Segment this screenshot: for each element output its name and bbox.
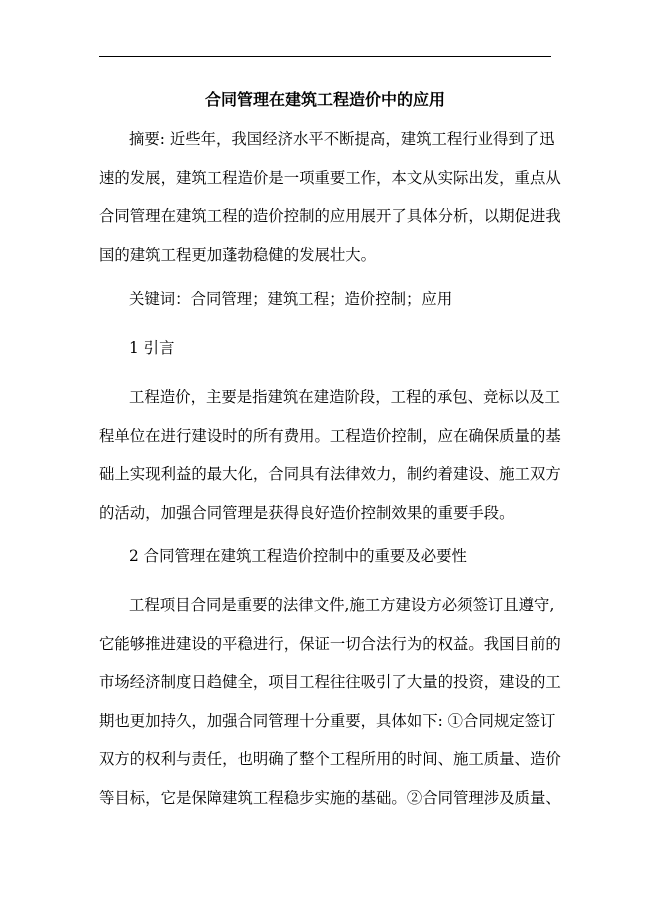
section-1-line: 工程造价，主要是指建筑在建造阶段，工程的承包、竞标以及工 xyxy=(129,388,560,406)
header-rule xyxy=(99,56,551,57)
section-2-line: 工程项目合同是重要的法律文件,施工方建设方必须签订且遵守, xyxy=(129,596,555,614)
section-heading: 2 合同管理在建筑工程造价控制中的重要及必要性 xyxy=(129,547,467,565)
section-heading: 1 引言 xyxy=(129,339,175,357)
section-2-line: 市场经济制度日趋健全，项目工程往往吸引了大量的投资，建设的工 xyxy=(99,673,561,692)
section-1-line: 的活动，加强合同管理是获得良好造价控制效果的重要手段。 xyxy=(99,503,515,522)
section-1-heading xyxy=(99,329,551,368)
keywords-paragraph xyxy=(99,280,551,319)
section-2-line: 它能够推进建设的平稳进行，保证一切合法行为的权益。我国目前的 xyxy=(99,634,561,653)
abstract-paragraph xyxy=(99,120,561,274)
section-1-line: 程单位在进行建设时的所有费用。工程造价控制，应在确保质量的基 xyxy=(99,426,561,445)
abstract-line: 速的发展，建筑工程造价是一项重要工作，本文从实际出发，重点从 xyxy=(99,168,561,187)
section-1-paragraph xyxy=(99,378,561,532)
section-2-line: 等目标，它是保障建筑工程稳步实施的基础。②合同管理涉及质量、 xyxy=(99,788,561,807)
abstract-line: 摘要: 近些年，我国经济水平不断提高，建筑工程行业得到了迅 xyxy=(129,130,555,148)
section-2-line: 双方的权利与责任，也明确了整个工程所用的时间、施工质量、造价 xyxy=(99,750,561,769)
section-2-paragraph xyxy=(99,586,561,818)
section-2-line: 期也更加持久，加强合同管理十分重要，具体如下: ①合同规定签订 xyxy=(99,711,556,730)
keywords-line: 关键词：合同管理；建筑工程；造价控制；应用 xyxy=(129,290,453,308)
section-1-line: 础上实现利益的最大化，合同具有法律效力，制约着建设、施工双方 xyxy=(99,465,561,484)
document-title: 合同管理在建筑工程造价中的应用 xyxy=(204,90,445,109)
abstract-line: 合同管理在建筑工程的造价控制的应用展开了具体分析，以期促进我 xyxy=(99,207,561,226)
section-2-heading xyxy=(99,537,551,576)
abstract-line: 国的建筑工程更加蓬勃稳健的发展壮大。 xyxy=(99,245,377,264)
